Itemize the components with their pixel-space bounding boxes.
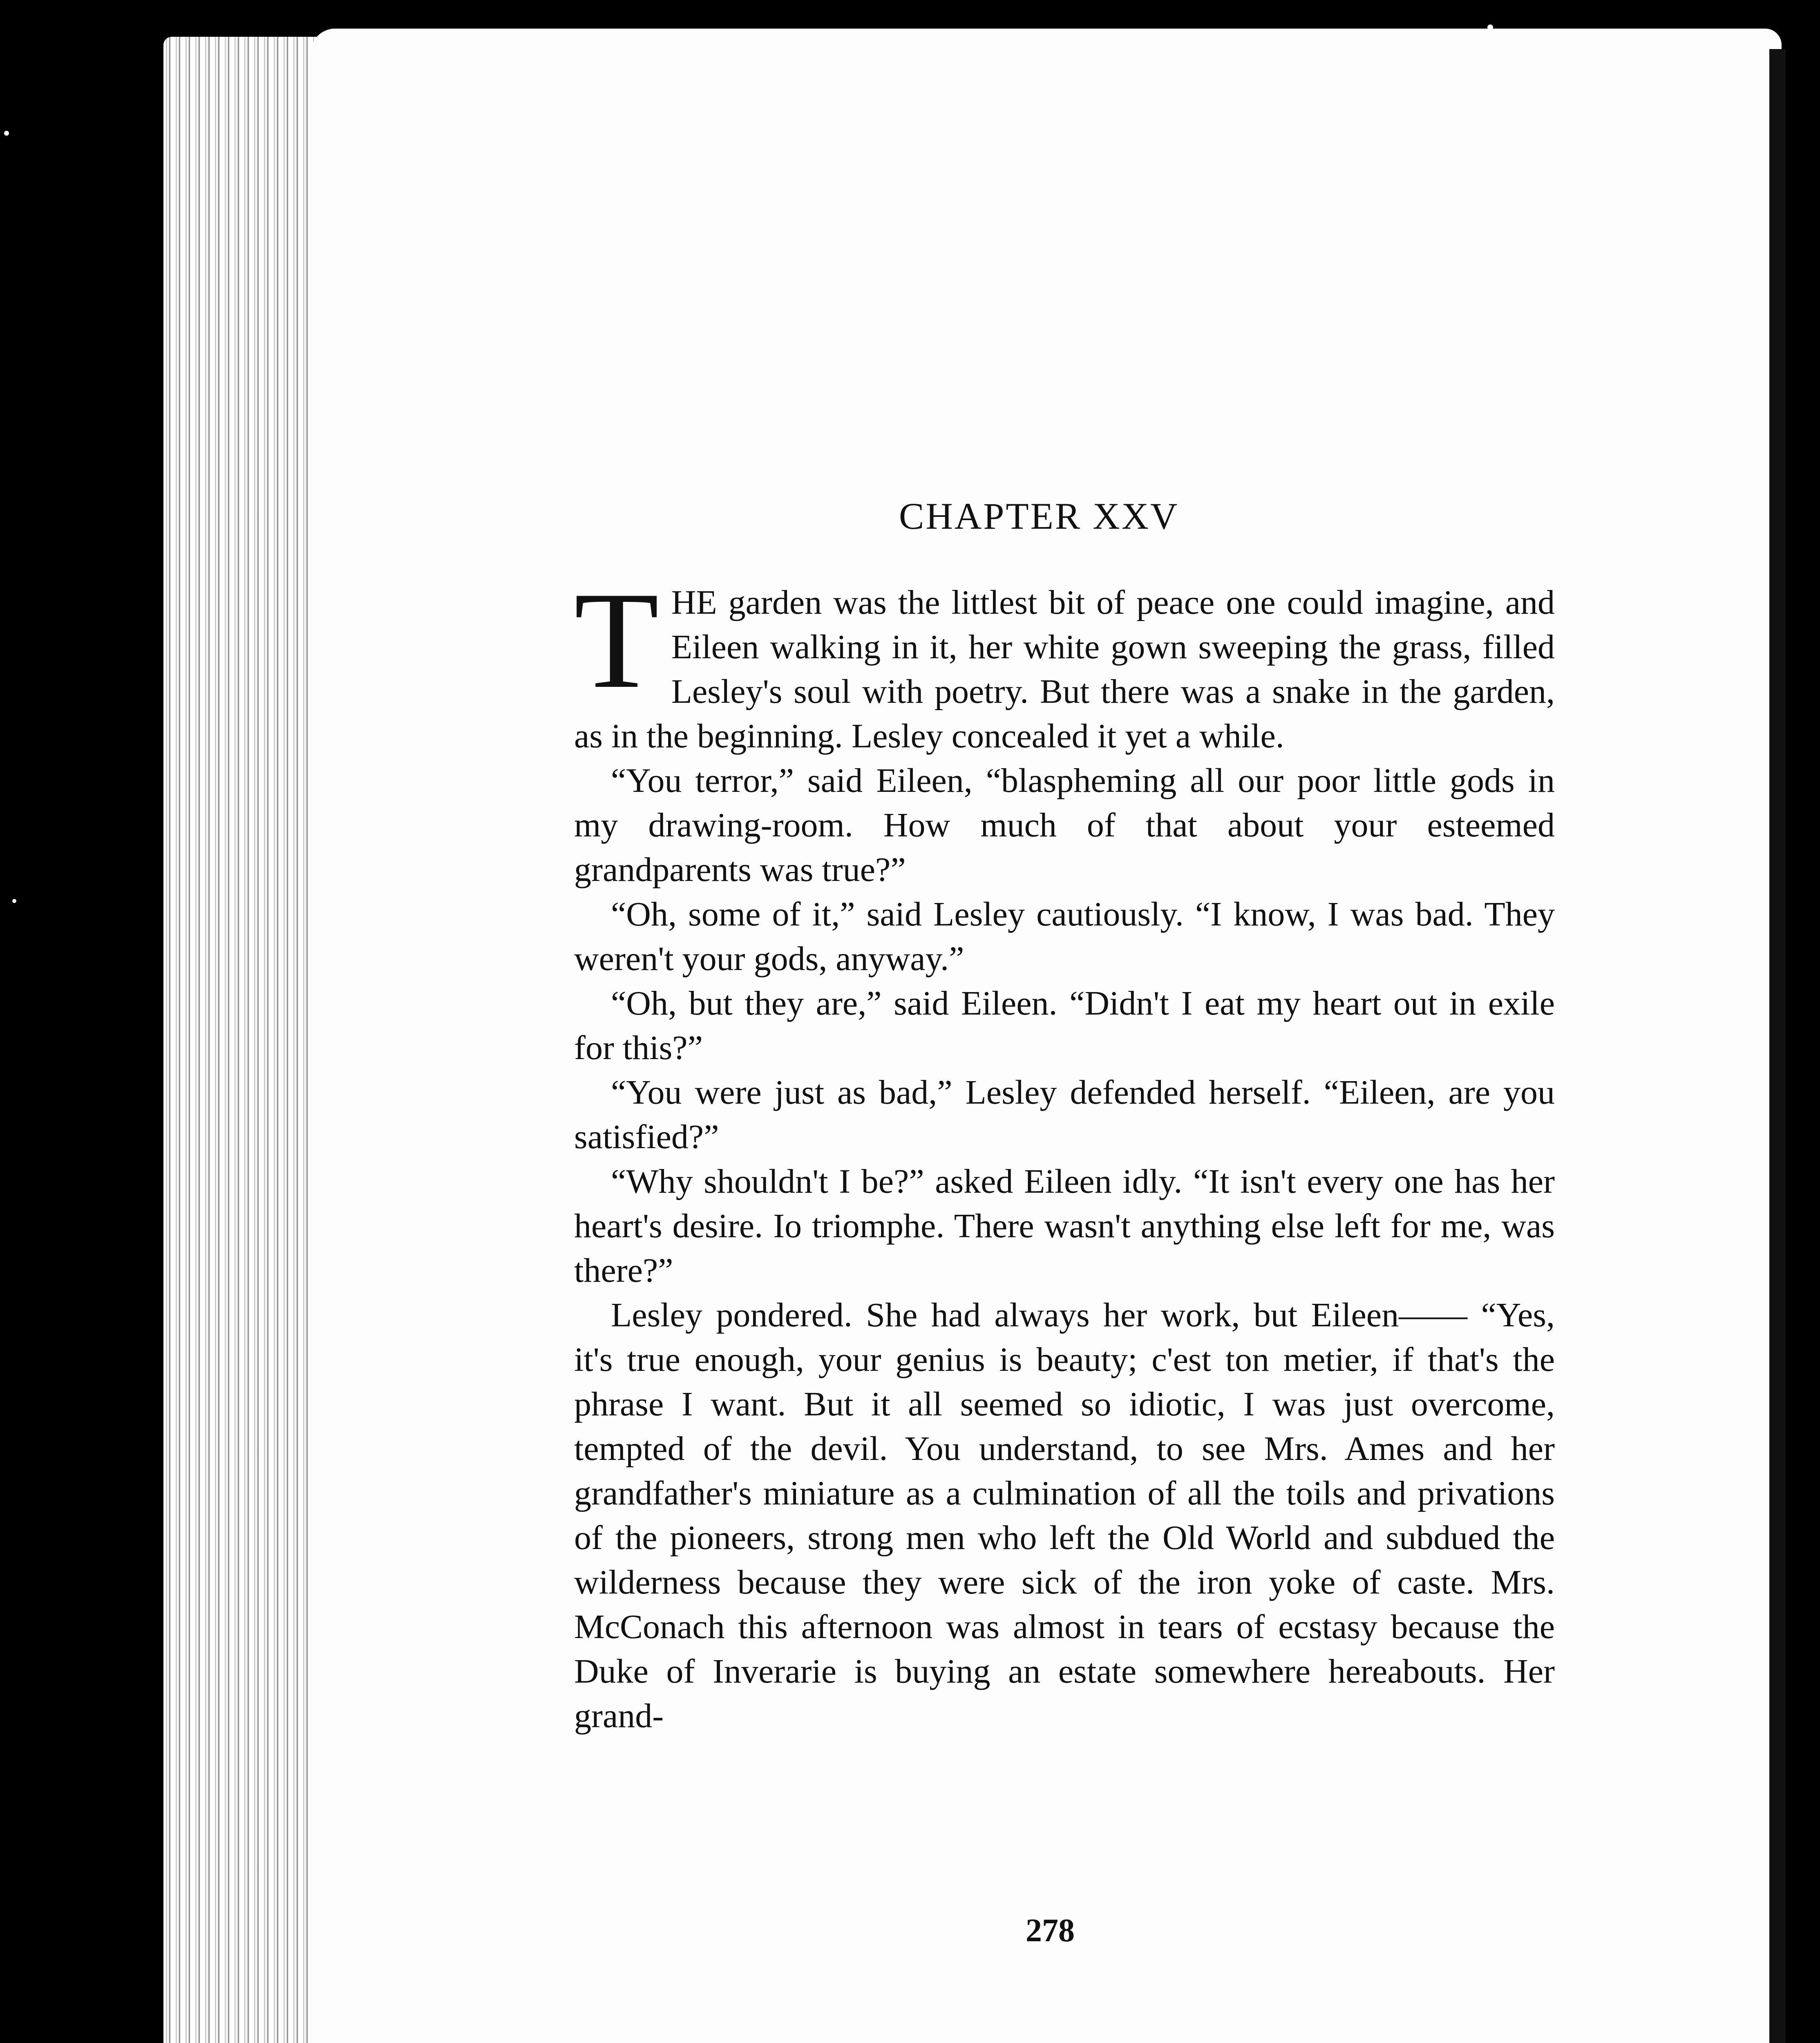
paragraph-7: Lesley pondered. She had always her work, but Eileen—— “Yes, it's true enough, your genius is beauty; c'est ton metier, if that's the phrase I want. But it all seemed so idiotic, I was just overcome, tempted of the devil. You understand, to see Mrs. Ames and her grandfather's miniature as a culmination of all the toils and privations of the pioneers, strong men who left the Old World and subdued the wilderness because they were sick of the iron yoke of caste. Mrs. McConach this afternoon was almost in tears of ecstasy because the Duke of Inverarie is buying an estate somewhere hereabouts. Her grand- xyxy=(574,1296,1555,1735)
scan-speck xyxy=(12,899,16,903)
chapter-title: CHAPTER XXV xyxy=(899,495,1179,537)
paragraph-6: “Why shouldn't I be?” asked Eileen idly. “It isn't every one has her heart's desire. Io triomphe. There wasn't anything else left for me, was there?” xyxy=(574,1162,1555,1290)
paragraph-4: “Oh, but they are,” said Eileen. “Didn't I eat my heart out in exile for this?” xyxy=(574,984,1555,1067)
paragraph-5: “You were just as bad,” Lesley defended herself. “Eileen, are you satisfied?” xyxy=(574,1073,1555,1156)
paragraph-3: “Oh, some of it,” said Lesley cautiously. “I know, I was bad. They weren't your gods, anyway.” xyxy=(574,895,1555,978)
body-text xyxy=(574,563,1555,1738)
scan-speck xyxy=(4,131,9,136)
page-gutter xyxy=(1769,49,1786,2043)
paragraph-2: “You terror,” said Eileen, “blaspheming all our poor little gods in my drawing-room. How much of that about your esteemed grandparents was true?” xyxy=(574,762,1555,889)
paragraph-1: THE garden was the littlest bit of peace one could imagine, and Eileen walking in it, her white gown sweeping the grass, filled Lesley's soul with poetry. But there was a snake in the garden, as in the beginning. Lesley concealed it yet a while. xyxy=(574,563,1555,755)
page-number: 278 xyxy=(1026,1913,1075,1949)
scan-speck xyxy=(1487,25,1493,30)
drop-cap: T xyxy=(574,563,659,717)
page-edges xyxy=(163,37,335,2043)
